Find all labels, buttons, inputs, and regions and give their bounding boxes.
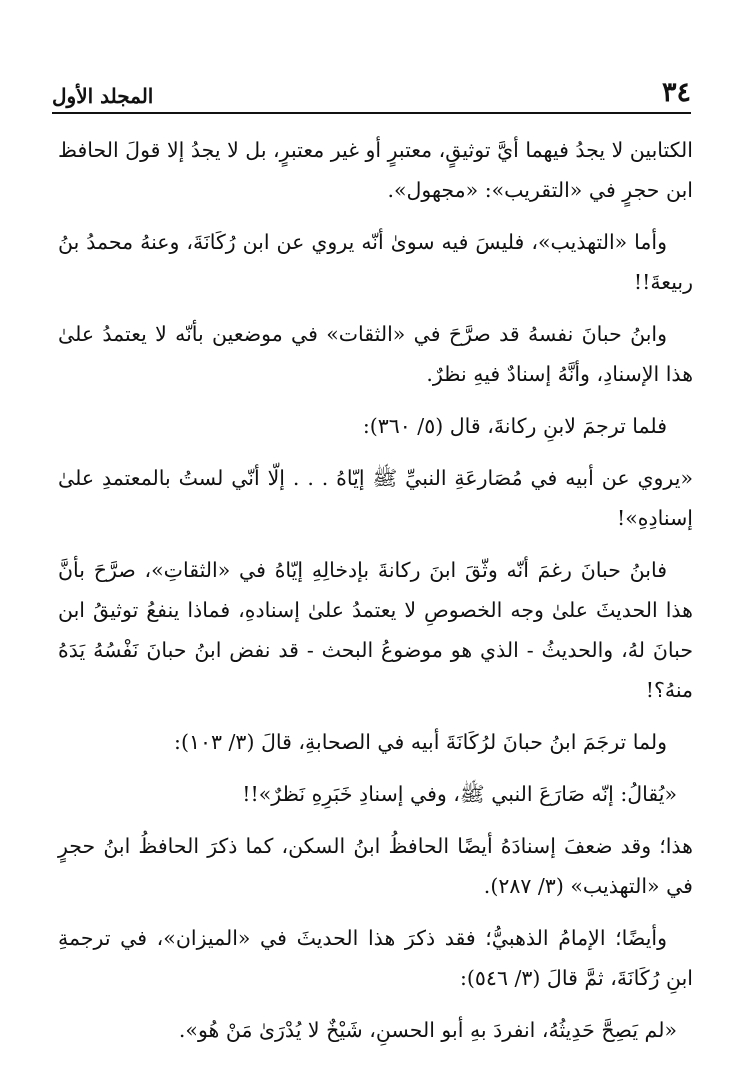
page-header	[52, 66, 691, 114]
paragraph-dhahabi: وأيضًا؛ الإمامُ الذهبيُّ؛ فقد ذكرَ هذا الحديثَ في «الميزان»، في ترجمةِ ابنِ رُكَانَةَ، ثمَّ قالَ (٣/ ٥٤٦):	[58, 926, 693, 990]
quote-dhahabi: «لم يَصِحَّ حَدِيثُهُ، انفردَ بهِ أبو الحسنِ، شَيْخٌ لا يُدْرَىٰ مَنْ هُو».	[178, 1018, 677, 1042]
quote-ibn-hibban: «يروي عن أبيه في مُصَارعَةِ النبيِّ ﷺ إيّاهُ . . . إلّا أنّي لستُ بالمعتمدِ علىٰ إسنادِهِ»!	[58, 466, 693, 530]
paragraph-rukana-intro: ولما ترجَمَ ابنُ حبانَ لرُكَانَةَ أبيه في الصحابةِ، قالَ (٣/ ١٠٣):	[174, 730, 667, 754]
page-number: ٣٤	[661, 77, 691, 108]
paragraph-analysis: فابنُ حبانَ رغمَ أنّه وثّقَ ابنَ ركانةَ بإدخالِهِ إيّاهُ في «الثقاتِ»، صرَّحَ بأنَّ هذا الحديثَ علىٰ وجه الخصوصِ لا يعتمدُ علىٰ إسنادهِ، فماذا ينفعُ توثيقُ ابن حبانَ لهُ، والحديثُ - الذي هو موضوعُ البحث - قد نفض ابنُ حبانَ نَفْسُهُ يَدَهُ منهُ؟!	[58, 558, 693, 702]
volume-title: المجلد الأول	[52, 84, 154, 108]
paragraph-tarjama-intro: فلما ترجمَ لابنِ ركانةَ، قال (٥/ ٣٦٠):	[362, 414, 667, 438]
paragraph-tahdhib: وأما «التهذيب»، فليسَ فيه سوىٰ أنّه يروي عن ابن رُكَانَةَ، وعنهُ محمدُ بنُ ربيعةَ!!	[58, 230, 693, 294]
page-body	[58, 130, 693, 1062]
paragraph-ibn-sakan: هذا؛ وقد ضعفَ إسنادَهُ أيضًا الحافظُ ابنُ السكن، كما ذكرَ الحافظُ ابنُ حجرٍ في «التهذيب» (٣/ ٢٨٧).	[58, 834, 693, 898]
quote-rukana: «يُقالُ: إنّه صَارَعَ النبي ﷺ، وفي إسنادِ خَبَرِهِ نَظرٌ»!!	[242, 782, 677, 806]
paragraph-ibn-hibban: وابنُ حبانَ نفسهُ قد صرَّحَ في «الثقات» في موضعين بأنّه لا يعتمدُ علىٰ هذا الإسنادِ، وأنَّهُ إسنادٌ فيهِ نظرٌ.	[58, 322, 693, 386]
paragraph-continuation: الكتابين لا يجدُ فيهما أيَّ توثيقٍ، معتبرٍ أو غير معتبرٍ، بل لا يجدُ إلا قولَ الحافظ ابن حجرٍ في «التقريب»: «مجهول».	[57, 138, 693, 202]
